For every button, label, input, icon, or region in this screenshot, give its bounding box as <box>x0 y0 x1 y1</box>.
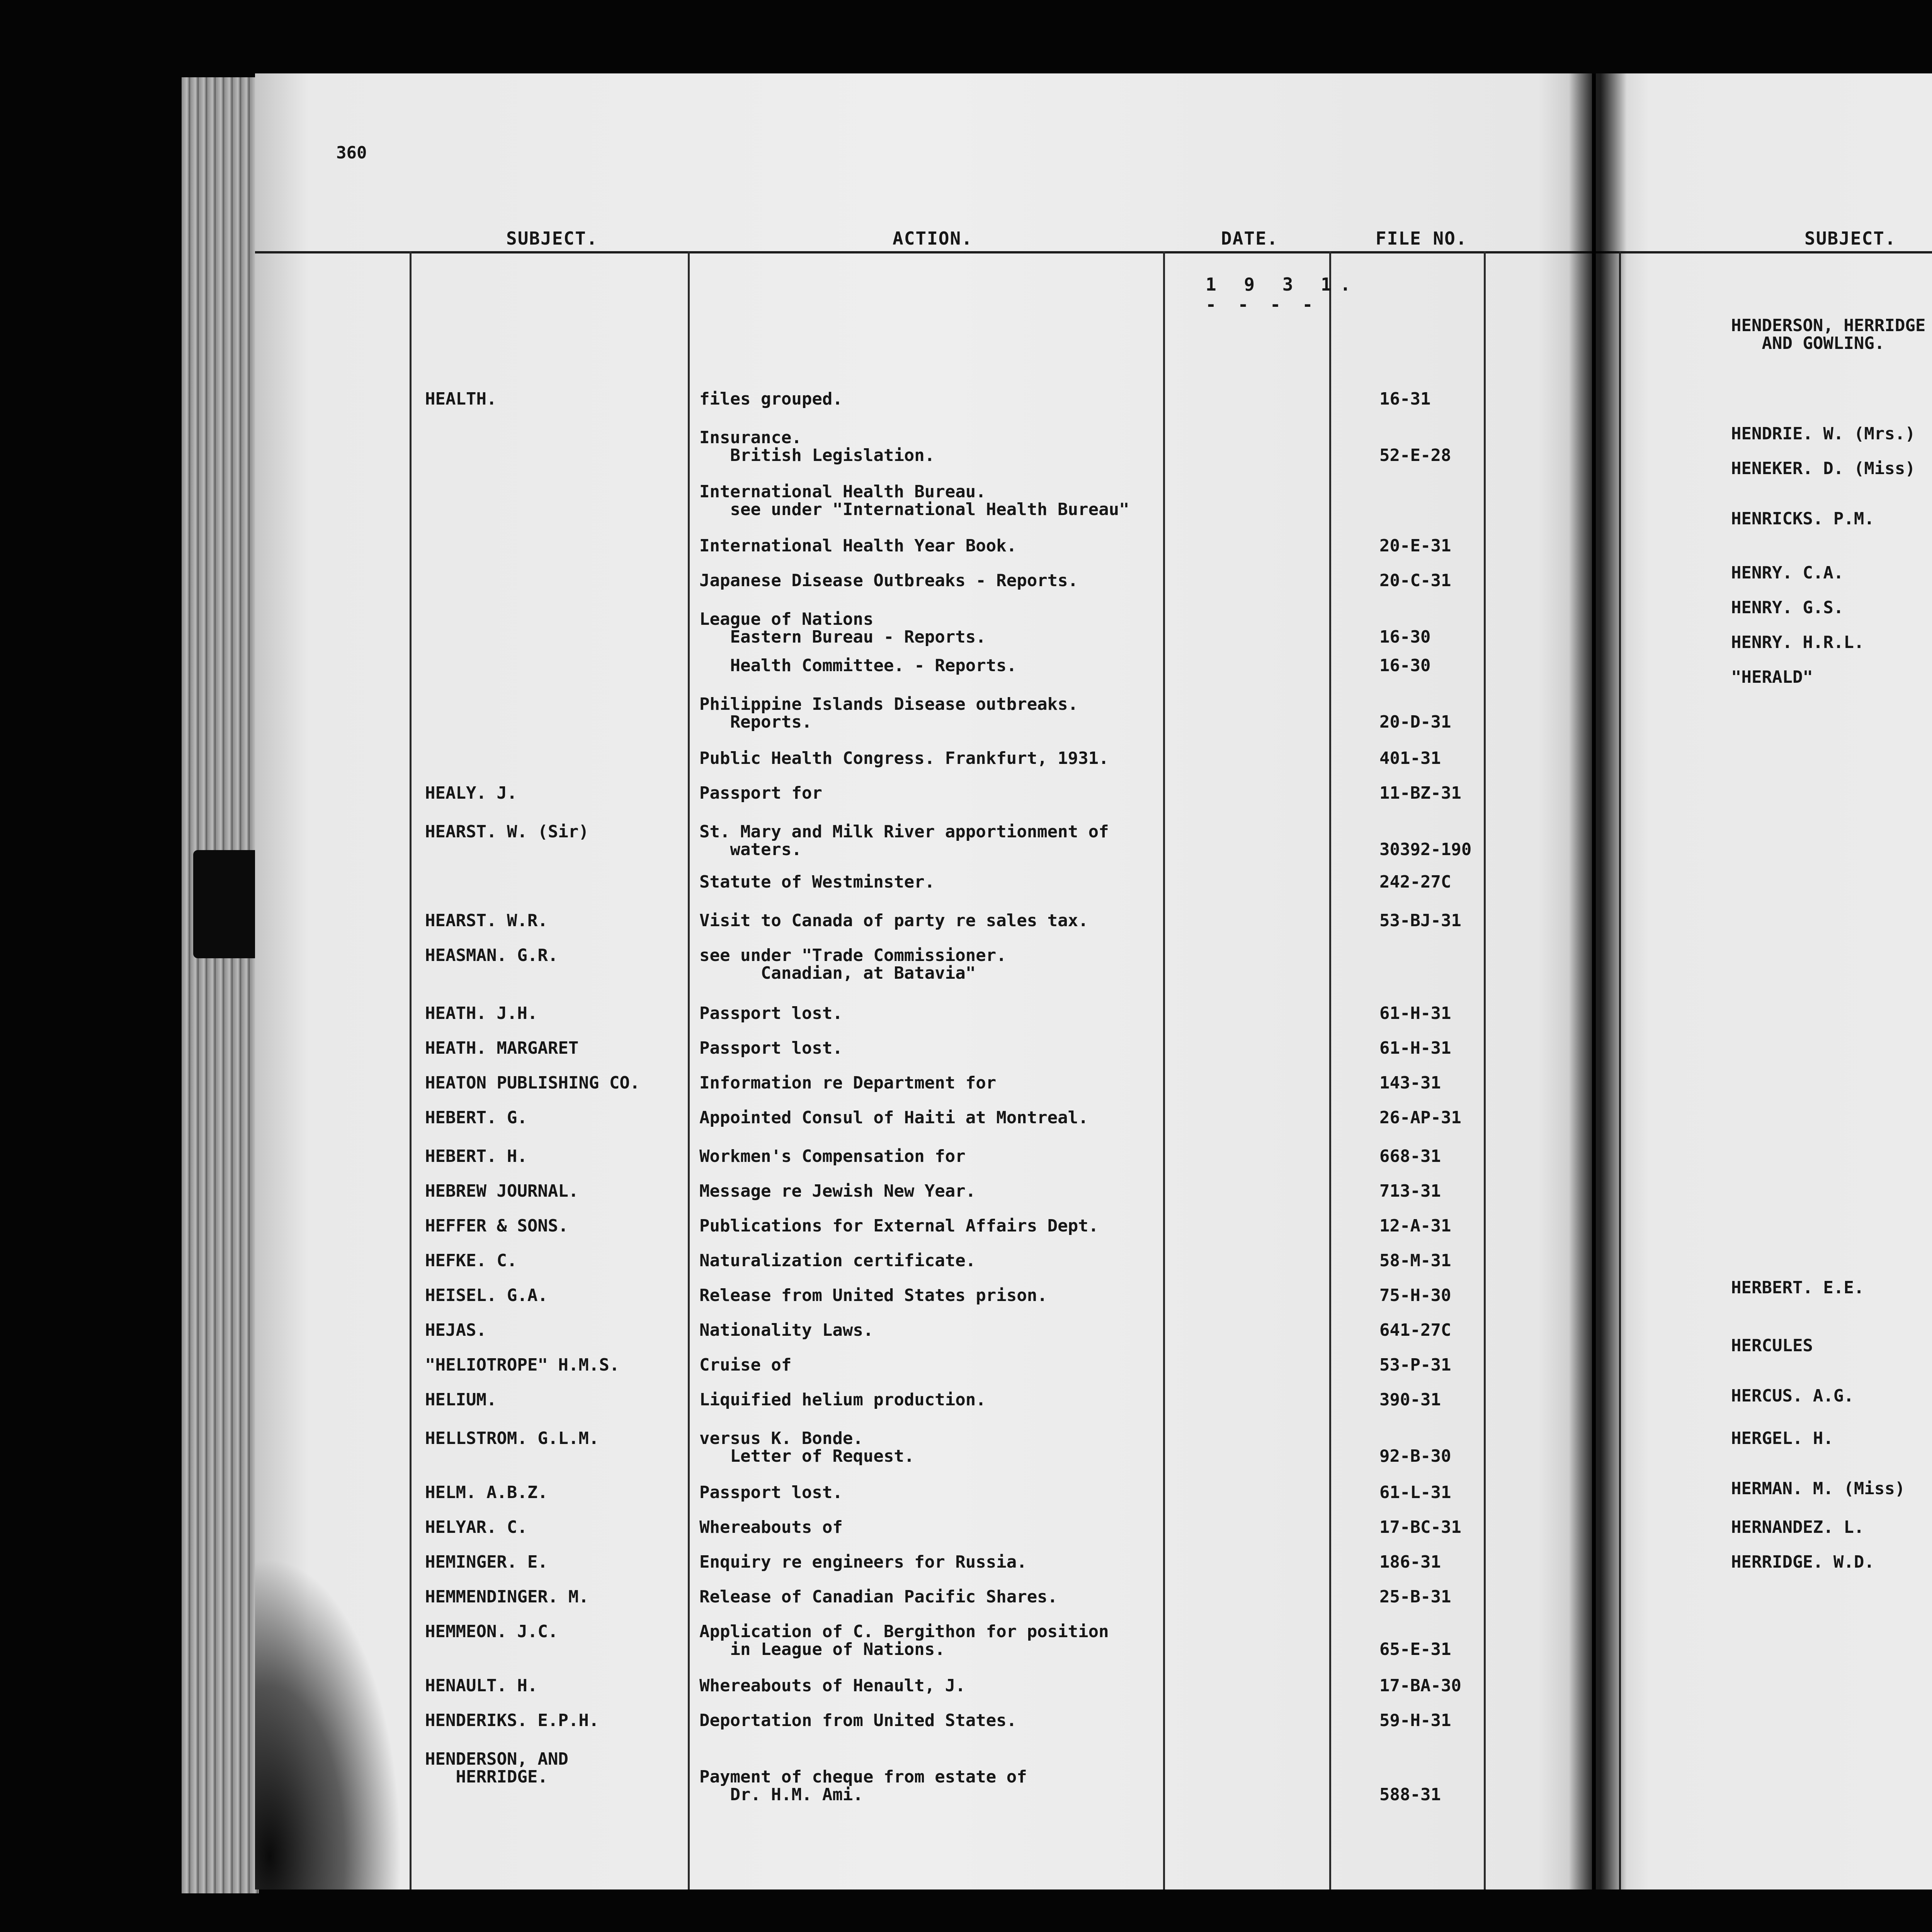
subject-cell: HEALY. J. <box>425 783 517 803</box>
subject-cell: HEMMENDINGER. M. <box>425 1587 589 1607</box>
action-cell: Insurance. British Legislation. <box>699 428 935 465</box>
column-rule <box>1329 251 1331 1889</box>
header-subject: SUBJECT. <box>1804 228 1896 249</box>
subject-cell: HEJAS. <box>425 1320 486 1340</box>
subject-cell: HELLSTROM. G.L.M. <box>425 1429 599 1448</box>
header-rule <box>255 251 1592 253</box>
action-cell: Passport lost. <box>699 1483 843 1502</box>
action-cell: Workmen's Compensation for <box>699 1146 966 1166</box>
subject-cell: HELIUM. <box>425 1390 497 1410</box>
left-page <box>255 73 1592 1889</box>
action-cell: International Health Bureau. see under "International Health Bureau" <box>699 482 1129 519</box>
subject-cell: HEBERT. G. <box>425 1108 527 1128</box>
subject-cell: HEATON PUBLISHING CO. <box>425 1073 640 1093</box>
action-cell: versus K. Bonde. Letter of Request. <box>699 1429 915 1466</box>
action-cell: Japanese Disease Outbreaks - Reports. <box>699 571 1078 590</box>
subject-cell: HENRY. C.A. <box>1731 563 1844 583</box>
file-no-cell: 713-31 <box>1379 1181 1441 1201</box>
action-cell: Philippine Islands Disease outbreaks. Reports. <box>699 694 1078 732</box>
file-no-cell: 641-27C <box>1379 1320 1451 1340</box>
subject-cell: HERMAN. M. (Miss) <box>1731 1479 1905 1498</box>
file-no-cell: 92-B-30 <box>1379 1446 1451 1466</box>
action-cell: Information re Department for <box>699 1073 997 1093</box>
subject-cell: HELYAR. C. <box>425 1517 527 1537</box>
action-cell: Naturalization certificate. <box>699 1251 976 1270</box>
action-cell: Passport lost. <box>699 1038 843 1058</box>
file-no-cell: 26-AP-31 <box>1379 1108 1461 1128</box>
action-cell: Cruise of <box>699 1355 792 1375</box>
action-cell: Liquified helium production. <box>699 1390 986 1410</box>
action-cell: Passport lost. <box>699 1003 843 1023</box>
action-cell: League of Nations Eastern Bureau - Reports. <box>699 609 986 647</box>
action-cell: Release from United States prison. <box>699 1286 1048 1305</box>
file-no-cell: 16-30 <box>1379 627 1431 647</box>
action-cell: Public Health Congress. Frankfurt, 1931. <box>699 748 1109 768</box>
subject-cell: "HELIOTROPE" H.M.S. <box>425 1355 620 1375</box>
column-rule <box>688 251 690 1889</box>
file-no-cell: 30392-190 <box>1379 840 1472 859</box>
column-rule <box>1163 251 1165 1889</box>
file-no-cell: 20-D-31 <box>1379 712 1451 732</box>
action-cell: files grouped. <box>699 389 843 409</box>
subject-cell: HENRICKS. P.M. <box>1731 509 1874 529</box>
action-cell: Whereabouts of Henault, J. <box>699 1676 966 1696</box>
action-cell: Release of Canadian Pacific Shares. <box>699 1587 1058 1607</box>
subject-cell: HEATH. J.H. <box>425 1003 538 1023</box>
subject-cell: HERRIDGE. W.D. <box>1731 1552 1874 1572</box>
subject-cell: HEMMEON. J.C. <box>425 1622 558 1641</box>
subject-cell: HENRY. H.R.L. <box>1731 633 1864 652</box>
subject-cell: HENDERSON, HERRIDGE AND GOWLING. <box>1731 316 1926 353</box>
action-cell: Passport for <box>699 783 822 803</box>
header-subject: SUBJECT. <box>506 228 598 249</box>
shadow-stain <box>255 1557 402 1889</box>
subject-cell: "HERALD" <box>1731 667 1813 687</box>
subject-cell: HERGEL. H. <box>1731 1429 1833 1448</box>
subject-cell: HENDERIKS. E.P.H. <box>425 1711 599 1730</box>
file-no-cell: 61-H-31 <box>1379 1003 1451 1023</box>
subject-cell: HEISEL. G.A. <box>425 1286 548 1305</box>
file-no-cell: 668-31 <box>1379 1146 1441 1166</box>
action-cell: International Health Year Book. <box>699 536 1017 556</box>
column-rule <box>410 251 412 1889</box>
header-rule <box>1596 251 1932 253</box>
subject-cell: HELM. A.B.Z. <box>425 1483 548 1502</box>
action-cell: Message re Jewish New Year. <box>699 1181 976 1201</box>
action-cell: Publications for External Affairs Dept. <box>699 1216 1099 1236</box>
file-no-cell: 11-BZ-31 <box>1379 783 1461 803</box>
file-no-cell: 17-BC-31 <box>1379 1517 1461 1537</box>
file-no-cell: 61-L-31 <box>1379 1483 1451 1502</box>
action-cell: Statute of Westminster. <box>699 872 935 892</box>
file-no-cell: 25-B-31 <box>1379 1587 1451 1607</box>
book-gutter <box>1569 73 1627 1889</box>
file-no-cell: 17-BA-30 <box>1379 1676 1461 1696</box>
action-cell: Payment of cheque from estate of Dr. H.M. Ami. <box>699 1767 1027 1804</box>
subject-cell: HEFKE. C. <box>425 1251 517 1270</box>
file-no-cell: 59-H-31 <box>1379 1711 1451 1730</box>
file-no-cell: 65-E-31 <box>1379 1639 1451 1659</box>
file-no-cell: 588-31 <box>1379 1785 1441 1804</box>
year-digits: 1 9 3 1. <box>1206 274 1359 295</box>
stacked-page-edges <box>182 77 259 1893</box>
page-number: 360 <box>336 143 367 163</box>
file-no-cell: 20-C-31 <box>1379 571 1451 590</box>
subject-cell: HEBERT. H. <box>425 1146 527 1166</box>
subject-cell: HERCULES <box>1731 1336 1813 1355</box>
file-no-cell: 61-H-31 <box>1379 1038 1451 1058</box>
header-date: DATE. <box>1221 228 1279 249</box>
right-page <box>1596 73 1932 1889</box>
action-cell: Health Committee. - Reports. <box>699 656 1017 675</box>
file-no-cell: 52-E-28 <box>1379 446 1451 465</box>
subject-cell: HENDRIE. W. (Mrs.) <box>1731 424 1915 444</box>
binding-clip <box>193 850 259 958</box>
file-no-cell: 242-27C <box>1379 872 1451 892</box>
file-no-cell: 20-E-31 <box>1379 536 1451 556</box>
file-no-cell: 16-31 <box>1379 389 1431 409</box>
action-cell: St. Mary and Milk River apportionment of waters. <box>699 822 1109 859</box>
file-no-cell: 186-31 <box>1379 1552 1441 1572</box>
file-no-cell: 143-31 <box>1379 1073 1441 1093</box>
action-cell: Whereabouts of <box>699 1517 843 1537</box>
subject-cell: HEBREW JOURNAL. <box>425 1181 579 1201</box>
subject-cell: HEATH. MARGARET <box>425 1038 579 1058</box>
action-cell: Deportation from United States. <box>699 1711 1017 1730</box>
subject-cell: HERBERT. E.E. <box>1731 1278 1864 1298</box>
subject-cell: HEALTH. <box>425 389 497 409</box>
file-no-cell: 16-30 <box>1379 656 1431 675</box>
file-no-cell: 390-31 <box>1379 1390 1441 1410</box>
subject-cell: HEARST. W. (Sir) <box>425 822 589 842</box>
file-no-cell: 53-P-31 <box>1379 1355 1451 1375</box>
file-no-cell: 75-H-30 <box>1379 1286 1451 1305</box>
file-no-cell: 53-BJ-31 <box>1379 911 1461 930</box>
subject-cell: HERCUS. A.G. <box>1731 1386 1854 1406</box>
action-cell: Enquiry re engineers for Russia. <box>699 1552 1027 1572</box>
header-action: ACTION. <box>893 228 973 249</box>
action-cell: Visit to Canada of party re sales tax. <box>699 911 1088 930</box>
action-cell: Application of C. Bergithon for position in League of Nations. <box>699 1622 1109 1659</box>
file-no-cell: 12-A-31 <box>1379 1216 1451 1236</box>
subject-cell: HENDERSON, AND HERRIDGE. <box>425 1749 568 1787</box>
subject-cell: HERNANDEZ. L. <box>1731 1517 1864 1537</box>
year-dashes: - - - - <box>1206 294 1318 315</box>
subject-cell: HEARST. W.R. <box>425 911 548 930</box>
subject-cell: HENEKER. D. (Miss) <box>1731 459 1915 478</box>
subject-cell: HEASMAN. G.R. <box>425 946 558 965</box>
file-no-cell: 401-31 <box>1379 748 1441 768</box>
subject-cell: HEMINGER. E. <box>425 1552 548 1572</box>
subject-cell: HEFFER & SONS. <box>425 1216 568 1236</box>
year-heading <box>1206 274 1359 315</box>
subject-cell: HENRY. G.S. <box>1731 598 1844 617</box>
file-no-cell: 58-M-31 <box>1379 1251 1451 1270</box>
action-cell: see under "Trade Commissioner. Canadian, at Batavia" <box>699 946 1007 983</box>
action-cell: Appointed Consul of Haiti at Montreal. <box>699 1108 1088 1128</box>
column-rule <box>1484 251 1486 1889</box>
action-cell: Nationality Laws. <box>699 1320 874 1340</box>
subject-cell: HENAULT. H. <box>425 1676 538 1696</box>
header-file-no: FILE NO. <box>1376 228 1468 249</box>
